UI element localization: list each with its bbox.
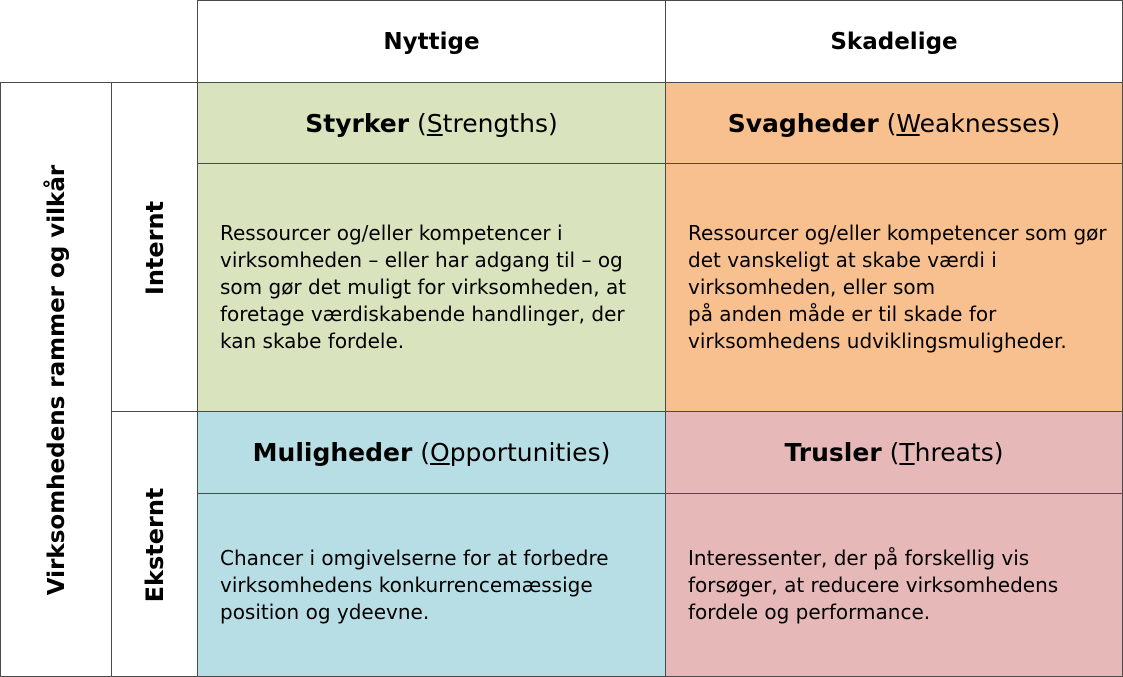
opportunities-title: Muligheder (Opportunities): [252, 438, 611, 467]
outer-row-label: Virksomhedens rammer og vilkår: [44, 164, 70, 596]
strengths-description: Ressourcer og/eller kompetencer i virksomheden – eller har adgang til – og som gør det muligt for virksomheden, at foretage værdiskabende handlinger, der kan skabe fordele.: [220, 221, 627, 353]
opportunities-description-cell: [197, 493, 666, 677]
strengths-title-cell: [197, 82, 666, 164]
weaknesses-title-cell: [665, 82, 1123, 164]
strengths-title: Styrker (Strengths): [305, 108, 558, 138]
opportunities-description: Chancer i omgivelserne for at forbedre virksomhedens konkurrencemæssige position og ydeevne.: [220, 545, 609, 624]
strengths-description-cell: [197, 163, 666, 412]
threats-title-cell: [665, 411, 1123, 494]
threats-title: Trusler (Threats): [784, 438, 1004, 467]
weaknesses-description-cell: [665, 163, 1123, 412]
column-header-harmful-label: Skadelige: [830, 28, 958, 55]
weaknesses-description: Ressourcer og/eller kompetencer som gør det vanskeligt at skabe værdi i virksomheden, eller som på anden måde er til skade for virksomhedens udviklingsmuligheder.: [688, 221, 1107, 353]
threats-description-cell: [665, 493, 1123, 677]
row-label-external-cell: [111, 411, 198, 677]
opportunities-title-cell: [197, 411, 666, 494]
row-label-internal-cell: [111, 82, 198, 412]
outer-row-label-cell: [0, 82, 112, 677]
row-label-internal: Internt: [141, 200, 169, 296]
row-label-external: Eksternt: [141, 487, 169, 603]
column-header-helpful: [197, 0, 666, 83]
column-header-harmful: [665, 0, 1123, 83]
weaknesses-title: Svagheder (Weaknesses): [727, 108, 1061, 138]
threats-description: Interessenter, der på forskellig vis forsøger, at reducere virksomhedens fordele og performance.: [688, 545, 1059, 624]
column-header-helpful-label: Nyttige: [383, 28, 480, 55]
